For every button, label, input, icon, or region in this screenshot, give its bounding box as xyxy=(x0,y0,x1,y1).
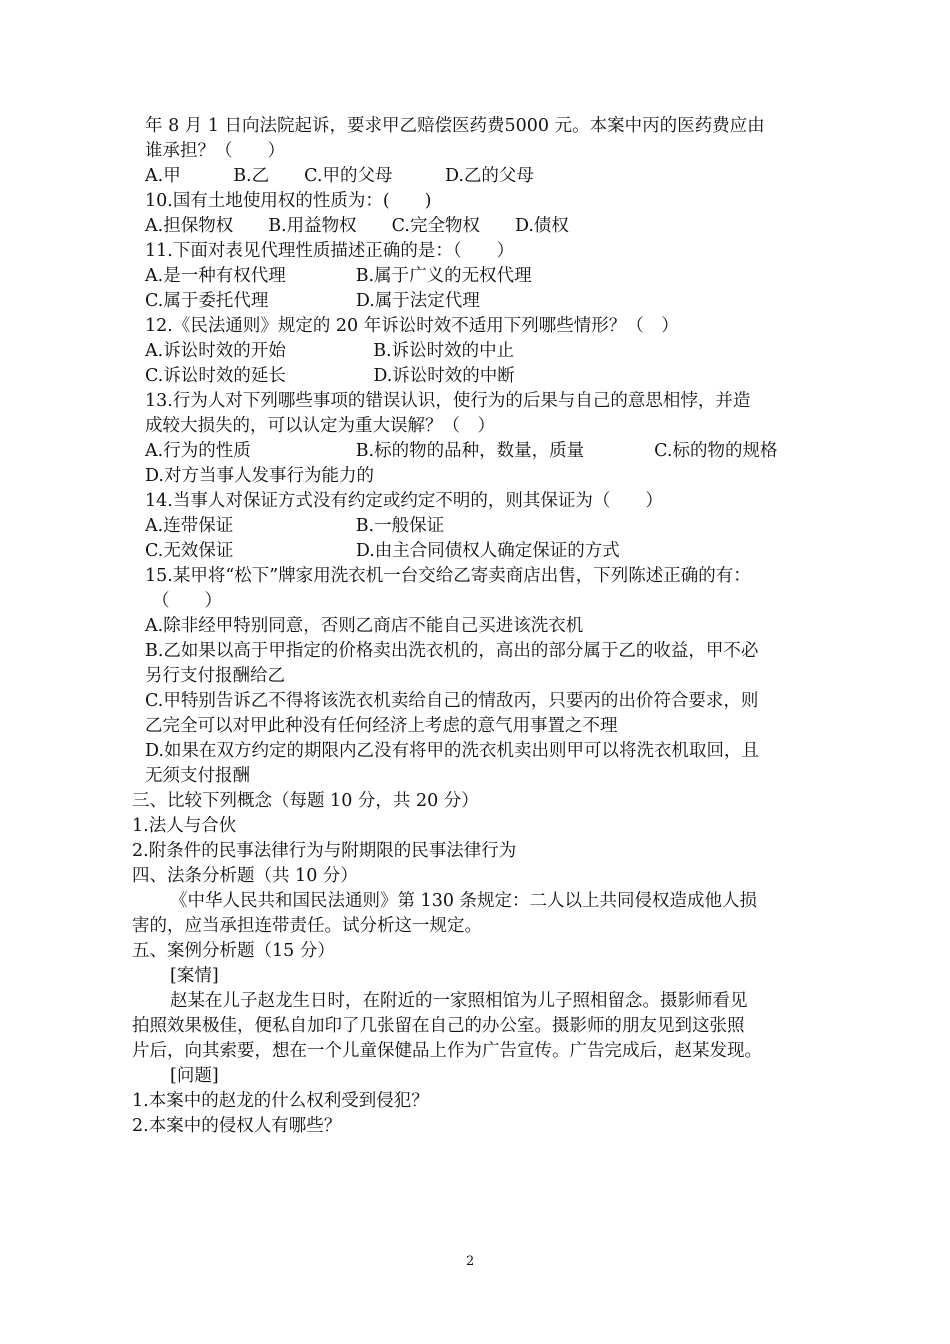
option-line: A.担保物权 B.用益物权 C.完全物权 D.债权 xyxy=(145,216,569,236)
question-line: 14.当事人对保证方式没有约定或约定不明的，则其保证为（ ） xyxy=(145,491,663,511)
text-line: 1.本案中的赵龙的什么权利受到侵犯？ xyxy=(132,1091,429,1111)
text-line: 赵某在儿子赵龙生日时，在附近的一家照相馆为儿子照相留念。摄影师看见 xyxy=(170,991,748,1011)
question-line: 11.下面对表见代理性质描述正确的是：（ ） xyxy=(145,241,515,261)
section-heading: 四、法条分析题（共 10 分） xyxy=(132,866,358,886)
text-line: 害的，应当承担连带责任。试分析这一规定。 xyxy=(132,916,482,936)
option-line: A.行为的性质 B.标的物的品种，数量，质量 C.标的物的规格 xyxy=(145,441,778,461)
text-line: 2.本案中的侵权人有哪些？ xyxy=(132,1116,342,1136)
text-line: 1.法人与合伙 xyxy=(132,816,237,836)
text-line: 年 8 月 1 日向法院起诉，要求甲乙赔偿医药费5000 元。本案中丙的医药费应由 xyxy=(145,116,765,136)
text-line: 无须支付报酬 xyxy=(145,766,250,786)
text-line: 乙完全可以对甲此种没有任何经济上考虑的意气用事置之不理 xyxy=(145,716,618,736)
option-line: D.对方当事人发事行为能力的 xyxy=(145,466,374,486)
question-line: 13.行为人对下列哪些事项的错误认识，使行为的后果与自己的意思相悖，并造 xyxy=(145,391,751,411)
text-line: 拍照效果极佳，便私自加印了几张留在自己的办公室。摄影师的朋友见到这张照 xyxy=(132,1016,745,1036)
subheading: [案情] xyxy=(170,966,219,986)
text-line: 谁承担？（ ） xyxy=(145,141,285,161)
question-line: 10.国有土地使用权的性质为：( ) xyxy=(145,191,432,211)
text-line: （ ） xyxy=(152,591,222,611)
option-line: B.乙如果以高于甲指定的价格卖出洗衣机的，高出的部分属于乙的收益，甲不必 xyxy=(145,641,759,661)
text-line: 2.附条件的民事法律行为与附期限的民事法律行为 xyxy=(132,841,517,861)
text-line: 《中华人民共和国民法通则》第 130 条规定：二人以上共同侵权造成他人损 xyxy=(170,891,758,911)
text-line: 成较大损失的，可以认定为重大误解？（ ） xyxy=(145,416,495,436)
text-line: 另行支付报酬给乙 xyxy=(145,666,285,686)
question-line: 15.某甲将“松下”牌家用洗衣机一台交给乙寄卖商店出售，下列陈述正确的有： xyxy=(145,566,751,586)
option-line: C.诉讼时效的延长 D.诉讼时效的中断 xyxy=(145,366,515,386)
question-line: 12.《民法通则》规定的 20 年诉讼时效不适用下列哪些情形？（ ） xyxy=(145,316,679,336)
option-line: C.无效保证 D.由主合同债权人确定保证的方式 xyxy=(145,541,620,561)
option-line: C.甲特别告诉乙不得将该洗衣机卖给自己的情敌丙，只要丙的出价符合要求，则 xyxy=(145,691,759,711)
section-heading: 五、案例分析题（15 分） xyxy=(132,941,335,961)
option-line: A.甲 B.乙 C.甲的父母 D.乙的父母 xyxy=(145,166,534,186)
option-line: A.除非经甲特别同意，否则乙商店不能自己买进该洗衣机 xyxy=(145,616,584,636)
option-line: A.连带保证 B.一般保证 xyxy=(145,516,445,536)
subheading: [问题] xyxy=(170,1066,219,1086)
option-line: D.如果在双方约定的期限内乙没有将甲的洗衣机卖出则甲可以将洗衣机取回，且 xyxy=(145,741,759,761)
text-line: 片后，向其索要，想在一个儿童保健品上作为广告宣传。广告完成后，赵某发现。 xyxy=(132,1041,762,1061)
option-line: A.是一种有权代理 B.属于广义的无权代理 xyxy=(145,266,532,286)
option-line: A.诉讼时效的开始 B.诉讼时效的中止 xyxy=(145,341,515,361)
section-heading: 三、比较下列概念（每题 10 分，共 20 分） xyxy=(132,791,479,811)
option-line: C.属于委托代理 D.属于法定代理 xyxy=(145,291,480,311)
page-number: 2 xyxy=(466,1254,475,1269)
